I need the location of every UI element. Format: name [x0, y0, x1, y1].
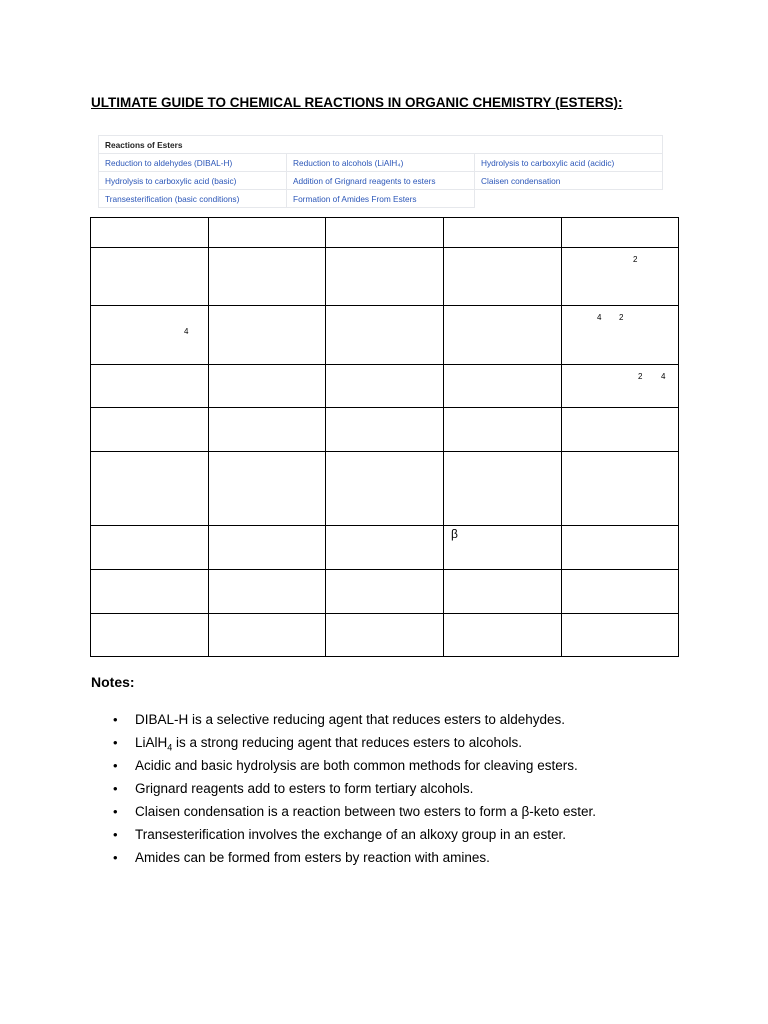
table-cell — [91, 248, 209, 306]
table-cell — [444, 452, 562, 526]
table-cell — [444, 306, 562, 365]
table-cell — [209, 452, 326, 526]
note-text-subscript: 4 — [167, 742, 173, 753]
table-cell — [562, 365, 679, 408]
table-cell — [444, 614, 562, 657]
reactions-table — [90, 217, 679, 657]
note-text: Amides can be formed from esters by reaction with amines. — [135, 850, 490, 865]
table-cell — [562, 452, 679, 526]
table-cell — [209, 408, 326, 452]
subscript-fragment: 4 — [597, 313, 602, 322]
table-cell — [562, 570, 679, 614]
bullet-icon: • — [113, 850, 118, 865]
note-text-formula: LiAlH — [135, 735, 168, 750]
table-cell — [91, 218, 209, 248]
table-cell — [209, 614, 326, 657]
bullet-icon: • — [113, 758, 118, 773]
table-cell — [91, 526, 209, 570]
bullet-icon: • — [113, 804, 118, 819]
toc-link-reduction-alcohols[interactable]: Reduction to alcohols (LiAlH₄) — [287, 154, 475, 172]
table-cell — [91, 452, 209, 526]
note-text: Claisen condensation is a reaction between two esters to form a β-keto ester. — [135, 804, 597, 819]
bullet-icon: • — [113, 781, 118, 796]
subscript-fragment: 2 — [619, 313, 624, 322]
table-cell — [562, 526, 679, 570]
table-cell — [326, 526, 444, 570]
list-item — [91, 825, 596, 848]
note-text: Grignard reagents add to esters to form tertiary alcohols. — [135, 781, 474, 796]
table-cell — [209, 306, 326, 365]
subscript-fragment: 4 — [184, 327, 189, 336]
table-cell — [444, 526, 562, 570]
table-cell — [562, 248, 679, 306]
table-cell — [91, 306, 209, 365]
table-cell — [444, 570, 562, 614]
note-text: Transesterification involves the exchange of an alkoxy group in an ester. — [135, 827, 566, 842]
table-cell — [562, 614, 679, 657]
table-cell — [326, 248, 444, 306]
table-cell — [562, 218, 679, 248]
table-cell — [326, 306, 444, 365]
table-cell — [562, 408, 679, 452]
bullet-icon: • — [113, 712, 118, 727]
toc-link-amide-formation[interactable]: Formation of Amides From Esters — [287, 190, 475, 208]
table-cell — [209, 248, 326, 306]
list-item — [91, 756, 596, 779]
table-cell — [444, 248, 562, 306]
toc-empty-cell — [475, 190, 663, 208]
toc-link-hydrolysis-acidic[interactable]: Hydrolysis to carboxylic acid (acidic) — [475, 154, 663, 172]
page-title: ULTIMATE GUIDE TO CHEMICAL REACTIONS IN ORGANIC CHEMISTRY (ESTERS): — [91, 95, 623, 110]
table-cell — [326, 452, 444, 526]
beta-symbol: β — [451, 527, 458, 541]
toc-link-transesterification[interactable]: Transesterification (basic conditions) — [99, 190, 287, 208]
notes-list — [91, 710, 596, 871]
table-cell — [326, 570, 444, 614]
table-row — [91, 614, 679, 657]
reactions-index-table — [98, 135, 663, 208]
table-cell — [326, 365, 444, 408]
subscript-fragment: 4 — [661, 372, 666, 381]
table-row — [91, 248, 679, 306]
table-row — [91, 408, 679, 452]
list-item — [91, 802, 596, 825]
subscript-fragment: 2 — [633, 255, 638, 264]
table-cell — [91, 614, 209, 657]
table-cell — [326, 408, 444, 452]
table-row — [91, 365, 679, 408]
toc-link-grignard-addition[interactable]: Addition of Grignard reagents to esters — [287, 172, 475, 190]
list-item — [91, 733, 596, 756]
table-row — [91, 526, 679, 570]
reactions-index-heading: Reactions of Esters — [99, 136, 663, 154]
table-cell — [209, 365, 326, 408]
table-cell — [91, 408, 209, 452]
table-cell — [444, 218, 562, 248]
table-cell — [444, 408, 562, 452]
table-cell — [91, 365, 209, 408]
toc-link-reduction-aldehydes[interactable]: Reduction to aldehydes (DIBAL-H) — [99, 154, 287, 172]
table-row — [91, 570, 679, 614]
subscript-fragment: 2 — [638, 372, 643, 381]
table-row — [91, 306, 679, 365]
table-row — [91, 218, 679, 248]
toc-link-hydrolysis-basic[interactable]: Hydrolysis to carboxylic acid (basic) — [99, 172, 287, 190]
list-item — [91, 710, 596, 733]
bullet-icon: • — [113, 827, 118, 842]
table-cell — [326, 614, 444, 657]
list-item — [91, 848, 596, 871]
table-cell — [91, 570, 209, 614]
note-text: DIBAL-H is a selective reducing agent that reduces esters to aldehydes. — [135, 712, 565, 727]
bullet-icon: • — [113, 735, 118, 750]
table-cell — [326, 218, 444, 248]
table-cell — [562, 306, 679, 365]
table-cell — [209, 526, 326, 570]
list-item — [91, 779, 596, 802]
table-cell — [444, 365, 562, 408]
table-cell — [209, 218, 326, 248]
note-text-rest: is a strong reducing agent that reduces esters to alcohols. — [172, 735, 522, 750]
toc-link-claisen-condensation[interactable]: Claisen condensation — [475, 172, 663, 190]
note-text: Acidic and basic hydrolysis are both common methods for cleaving esters. — [135, 758, 578, 773]
table-row — [91, 452, 679, 526]
table-cell — [209, 570, 326, 614]
note-text — [135, 735, 522, 753]
notes-heading: Notes: — [91, 674, 135, 690]
